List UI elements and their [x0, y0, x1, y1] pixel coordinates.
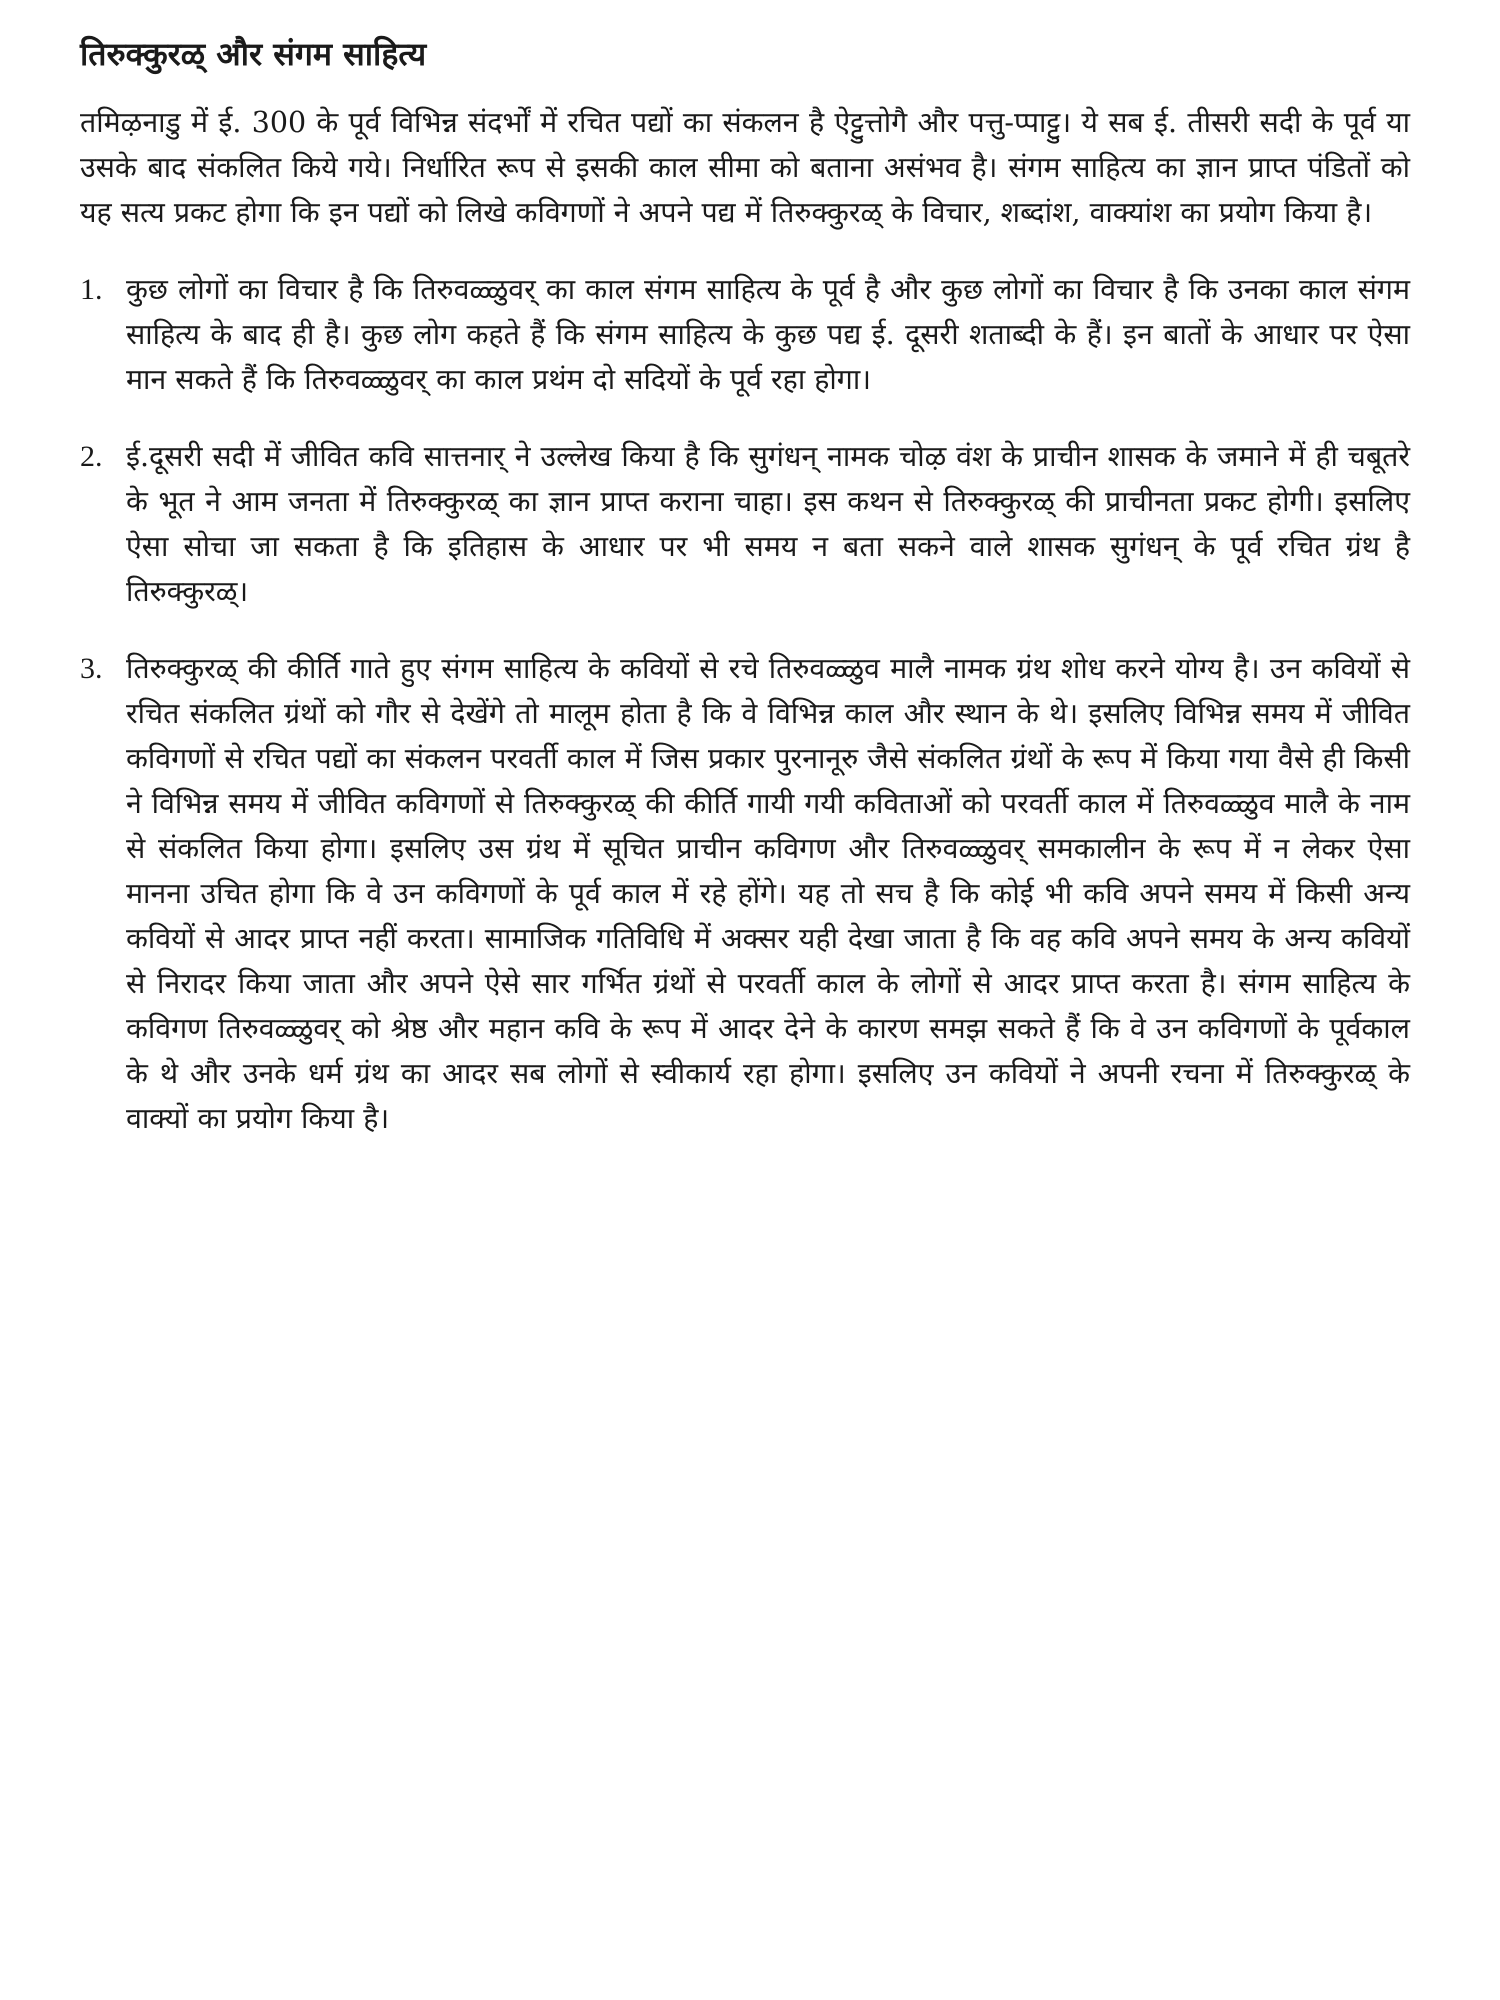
list-item-text: ई.दूसरी सदी में जीवित कवि सात्तनार् ने उल्लेख किया है कि सुगंधन् नामक चोऴ वंश के प्राचीन शासक के जमाने में ही चबूतरे के भूत ने आम जनता में तिरुक्कुरळ् का ज्ञान प्राप्त कराना चाहा। इस कथन से तिरुक्कुरळ् की प्राचीनता प्रकट होगी। इसलिए ऐसा सोचा जा सकता है कि इतिहास के आधार पर भी समय न बता सकने वाले शासक सुगंधन् के पूर्व रचित ग्रंथ है तिरुक्कुरळ्। [126, 440, 1410, 608]
list-item-number: 1. [80, 273, 103, 306]
list-item-3 [80, 646, 1410, 1141]
list-item-text: तिरुक्कुरळ् की कीर्ति गाते हुए संगम साहित्य के कवियों से रचे तिरुवळ्ळुव मालै नामक ग्रंथ शोध करने योग्य है। उन कवियों से रचित संकलित ग्रंथों को गौर से देखेंगे तो मालूम होता है कि वे विभिन्न काल और स्थान के थे। इसलिए विभिन्न समय में जीवित कविगणों से रचित पद्यों का संकलन परवर्ती काल में जिस प्रकार पुरनानूरु जैसे संकलित ग्रंथों के रूप में किया गया वैसे ही किसी ने विभिन्न समय में जीवित कविगणों से तिरुक्कुरळ् की कीर्ति गायी गयी कविताओं को परवर्ती काल में तिरुवळ्ळुव मालै के नाम से संकलित किया होगा। इसलिए उस ग्रंथ में सूचित प्राचीन कविगण और तिरुवळ्ळुवर् समकालीन के रूप में न लेकर ऐसा मानना उचित होगा कि वे उन कविगणों के पूर्व काल में रहे होंगे। यह तो सच है कि कोई भी कवि अपने समय में किसी अन्य कवियों से आदर प्राप्त नहीं करता। सामाजिक गतिविधि में अक्सर यही देखा जाता है कि वह कवि अपने समय के अन्य कवियों से निरादर किया जाता और अपने ऐसे सार गर्भित ग्रंथों से परवर्ती काल के लोगों से आदर प्राप्त करता है। संगम साहित्य के कविगण तिरुवळ्ळुवर् को श्रेष्ठ और महान कवि के रूप में आदर देने के कारण समझ सकते हैं कि वे उन कविगणों के पूर्वकाल के थे और उनके धर्म ग्रंथ का आदर सब लोगों से स्वीकार्य रहा होगा। इसलिए उन कवियों ने अपनी रचना में तिरुक्कुरळ् के वाक्यों का प्रयोग किया है। [126, 652, 1410, 1135]
list-item-text: कुछ लोगों का विचार है कि तिरुवळ्ळुवर् का काल संगम साहित्य के पूर्व है और कुछ लोगों का विचार है कि उनका काल संगम साहित्य के बाद ही है। कुछ लोग कहते हैं कि संगम साहित्य के कुछ पद्य ई. दूसरी शताब्दी के हैं। इन बातों के आधार पर ऐसा मान सकते हैं कि तिरुवळ्ळुवर् का काल प्रथंम दो सदियों के पूर्व रहा होगा। [126, 273, 1410, 396]
list-item-number: 3. [80, 652, 103, 685]
document-page [80, 30, 1410, 1173]
list-item-2 [80, 434, 1410, 614]
list-item-number: 2. [80, 440, 103, 473]
intro-paragraph: तमिऴनाडु में ई. 300 के पूर्व विभिन्न संदर्भों में रचित पद्यों का संकलन है ऐट्टुत्तोगै और पत्तु-प्पाट्टु। ये सब ई. तीसरी सदी के पूर्व या उसके बाद संकलित किये गये। निर्धारित रूप से इसकी काल सीमा को बताना असंभव है। संगम साहित्य का ज्ञान प्राप्त पंडितों को यह सत्य प्रकट होगा कि इन पद्यों को लिखे कविगणों ने अपने पद्य में तिरुक्कुरळ् के विचार, शब्दांश, वाक्यांश का प्रयोग किया है। [80, 106, 1410, 229]
page-title: तिरुक्कुरळ् और संगम साहित्य [80, 35, 427, 73]
list-item-1 [80, 267, 1410, 402]
